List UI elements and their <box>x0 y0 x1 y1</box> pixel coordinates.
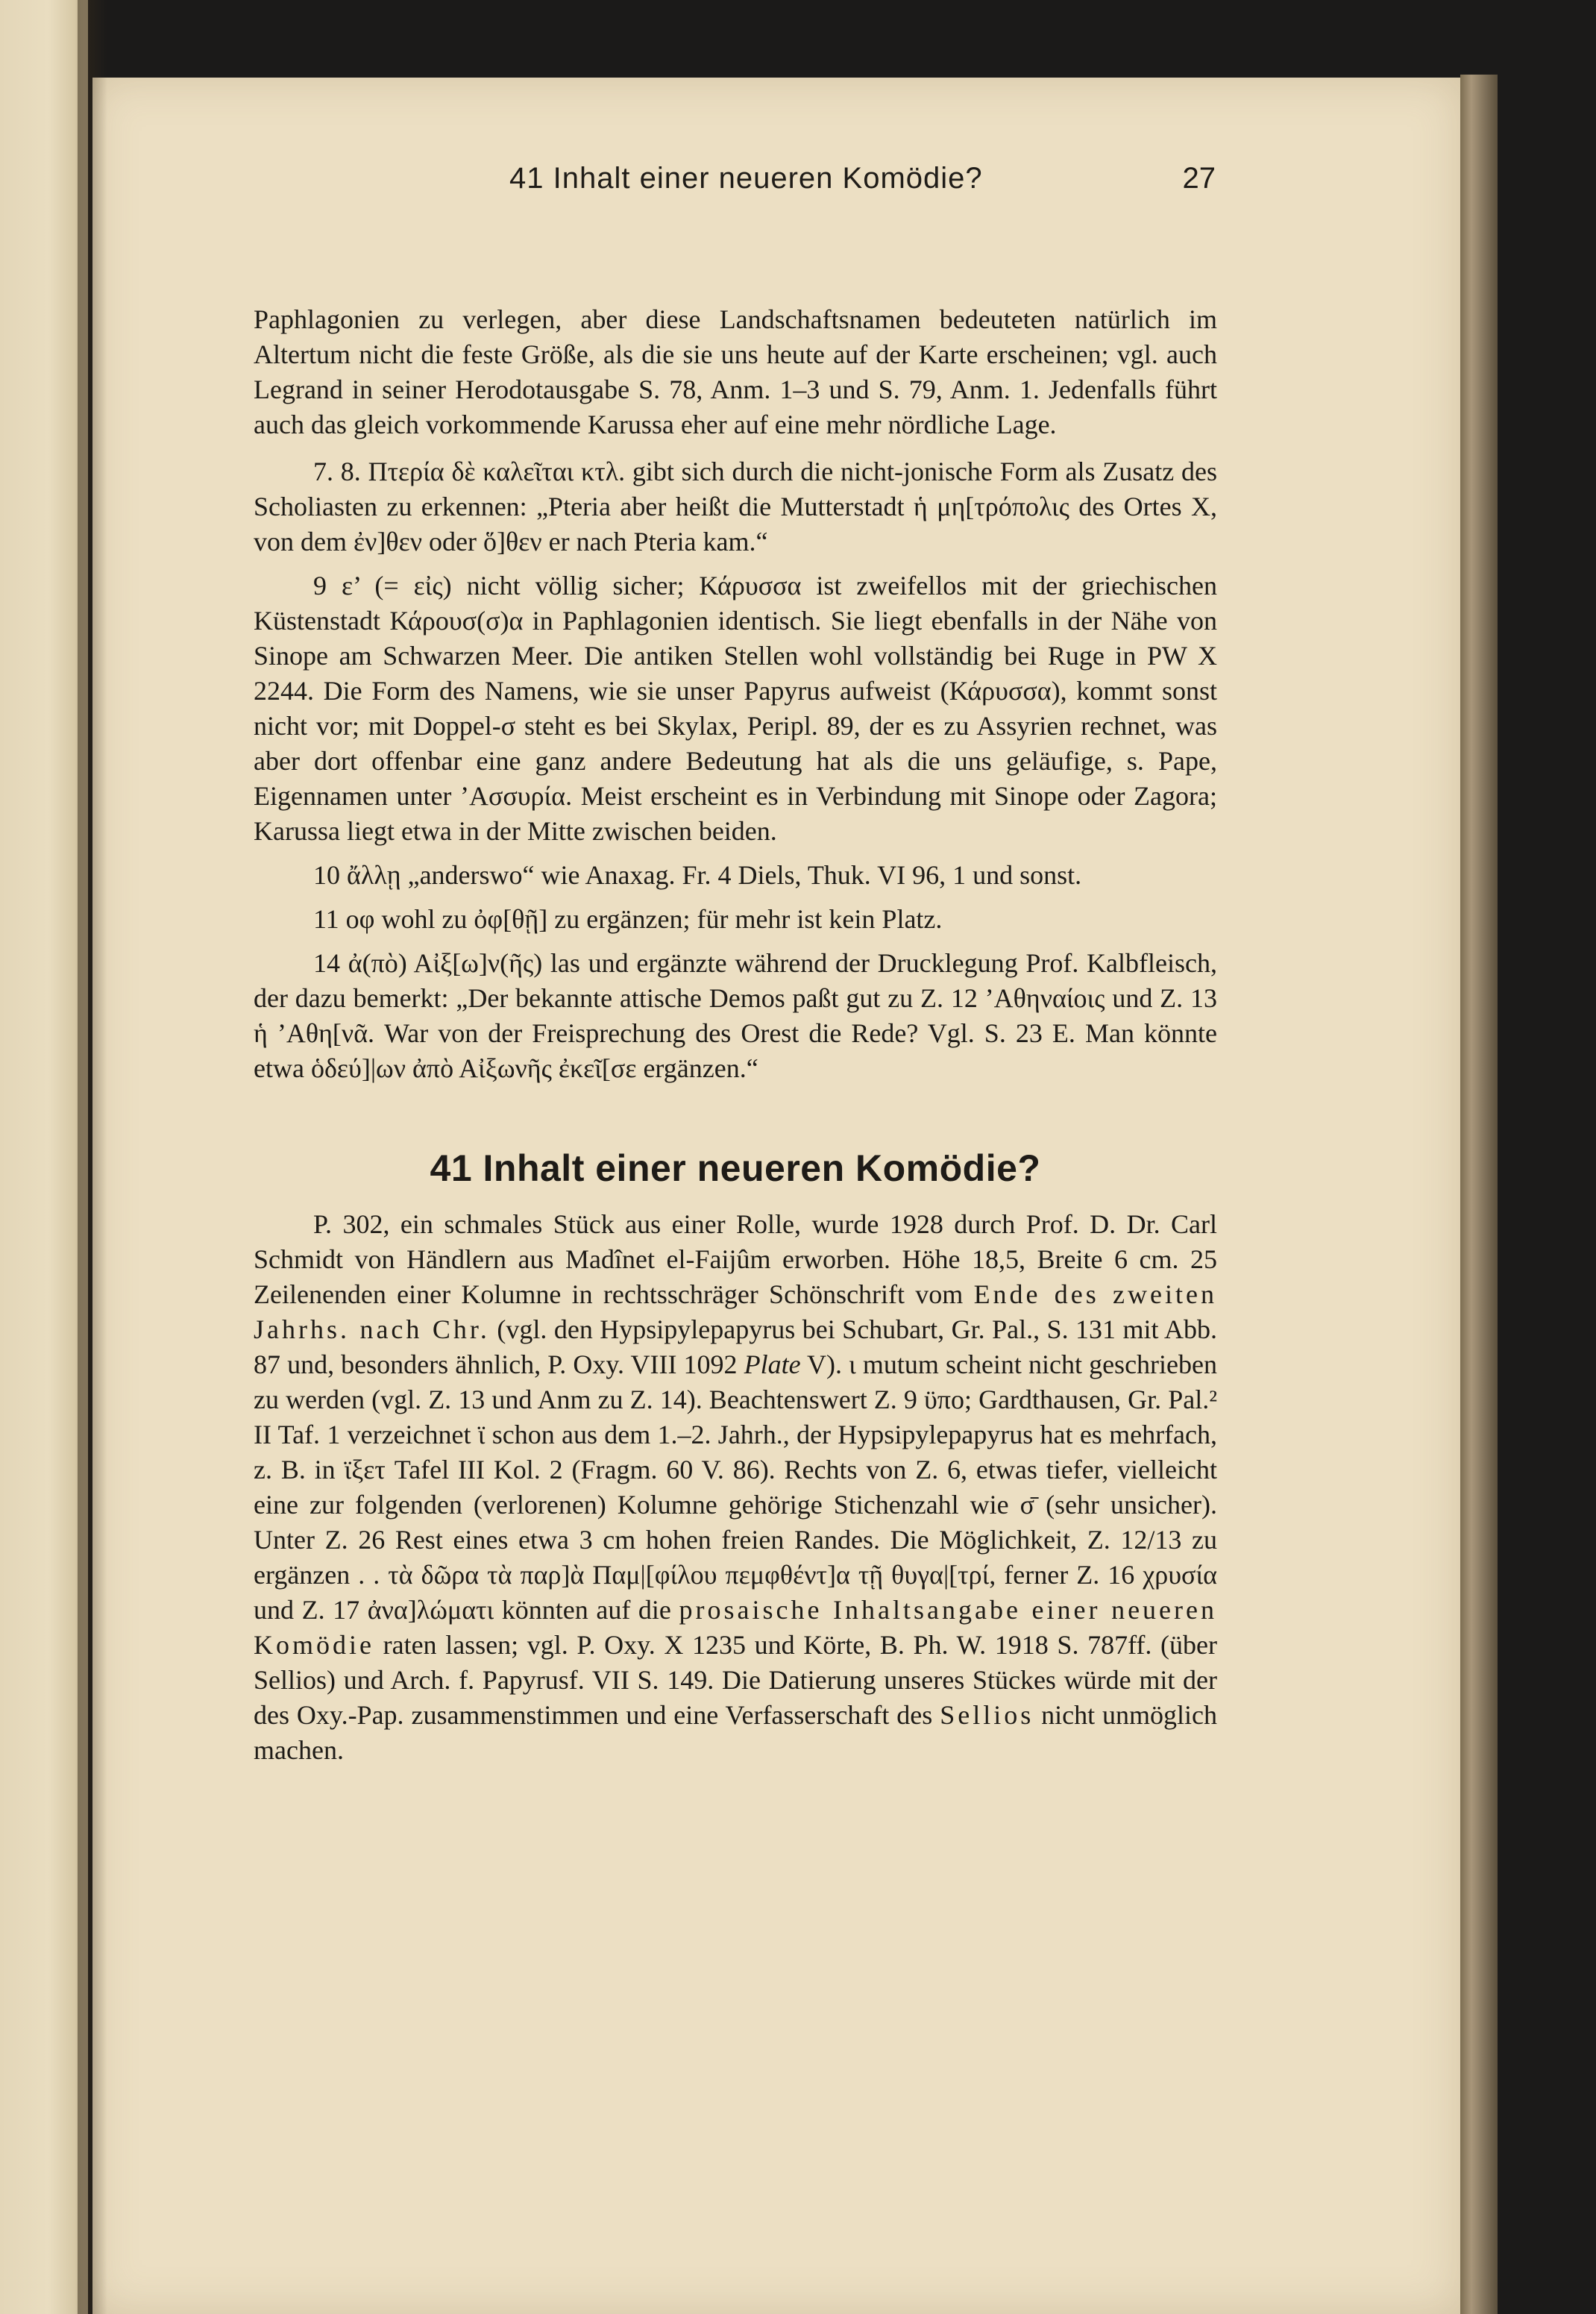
page-text <box>254 302 1217 1768</box>
section-text-run: Plate <box>744 1349 801 1379</box>
note-11: 11 οφ wohl zu ὀφ[θῇ] zu ergänzen; für mehr ist kein Platz. <box>313 904 943 934</box>
page-edge-strip <box>1460 75 1498 2314</box>
section-text-run: nicht unmöglich machen. <box>254 1700 1218 1765</box>
note-9: 9 ε’ (= εἰς) nicht völlig sicher; Κάρυσσα ist zweifellos mit der griechischen Küstenstadt Κάρουσ(σ)α in Paphlagonien identisch. Sie liegt ebenfalls in der Nähe von Sinope am Schwarzen Meer. Die antiken Stellen wohl vollständig bei Ruge in PW X 2244. Die Form des Namens, wie sie unser Papyrus aufweist (Κάρυσσα), kommt sonst nicht vor; mit Doppel-σ steht es bei Skylax, Peripl. 89, der es zu Assyrien rechnet, was aber dort offenbar eine ganz andere Bedeutung hat als die uns geläufige, s. Pape, Eigennamen unter ’Ασσυρία. Meist erscheint es in Verbindung mit Sinope oder Zagora; Karussa liegt etwa in der Mitte zwischen beiden. <box>254 571 1217 846</box>
page-number: 27 <box>1182 162 1216 195</box>
section-title: 41 Inhalt einer neueren Komödie? <box>430 1147 1041 1189</box>
note-10: 10 ἄλλῃ „anderswo“ wie Anaxag. Fr. 4 Diels, Thuk. VI 96, 1 und sonst. <box>313 860 1082 890</box>
previous-page-edge <box>0 0 88 2314</box>
spine-shadow <box>78 0 107 2314</box>
section-text-run: raten lassen; vgl. P. Oxy. X 1235 und Körte, B. Ph. W. 1918 S. 787ff. (über Sellios) und Arch. f. Papyrusf. VII S. 149. Die Datierung unseres Stückes würde mit der des Oxy.-Pap. zusammenstimmen und eine Verfasserschaft des <box>254 1630 1217 1730</box>
note-7-8: 7. 8. Πτερία δὲ καλεῖται κτλ. gibt sich durch die nicht-jonische Form als Zusatz des Scholiasten zu erkennen: „Pteria aber heißt die Mutterstadt ἡ μη[τρόπολις des Ortes X, von dem ἐν]θεν oder ὅ]θεν er nach Pteria kam.“ <box>254 457 1217 556</box>
section-paragraph <box>254 1207 1217 1768</box>
section-text-run: P. 302, ein schmales Stück aus einer Rolle, wurde 1928 durch Prof. D. Dr. Carl Schmidt von Händlern aus Madînet el-Faijûm erworben. Höhe 18,5, Breite 6 cm. 25 Zeilenenden einer Kolumne in rechtsschräger Schönschrift vom <box>254 1209 1217 1309</box>
section-body <box>254 1207 1217 1768</box>
commentary-notes <box>254 454 1217 1086</box>
running-head: 41 Inhalt einer neueren Komödie? <box>509 162 983 195</box>
section-text-run: prosaische Inhaltsangabe einer neueren Komödie <box>254 1595 1217 1660</box>
section-text-run: Sellios <box>940 1700 1034 1730</box>
section-text-run: V). ι mutum scheint nicht geschrieben zu werden (vgl. Z. 13 und Anm zu Z. 14). Beachtenswert Z. 9 ϋπο; Gardthausen, Gr. Pal.² II Taf. 1 verzeichnet ϊ schon aus dem 1.–2. Jahrh., der Hypsipylepapyrus hat es mehrfach, z. B. in ϊξετ Tafel III Kol. 2 (Fragm. 60 V. 86). Rechts von Z. 6, etwas tiefer, vielleicht eine zur folgenden (verlorenen) Kolumne gehörige Stichenzahl wie σ̄ (sehr unsicher). Unter Z. 26 Rest eines etwa 3 cm hohen freien Randes. Die Möglichkeit, Z. 12/13 zu ergänzen . . τὰ δῶρα τὰ παρ]ὰ Παμ|[φίλου πεμφθέντ]α τῇ θυγα|[τρί, ferner Z. 16 χρυσία und Z. 17 ἀνα]λώματι könnten auf die <box>254 1349 1217 1625</box>
note-14: 14 ἀ(πὸ) Αἰξ[ω]ν(ῆς) las und ergänzte während der Drucklegung Prof. Kalbfleisch, der dazu bemerkt: „Der bekannte attische Demos paßt gut zu Z. 12 ’Αθηναίοις und Z. 13 ἡ ’Αθη[νᾶ. War von der Freisprechung des Orest die Rede? Vgl. S. 23 E. Man könnte etwa ὁδεύ]|ων ἀπὸ Αἰξωνῆς ἐκεῖ[σε ergänzen.“ <box>254 948 1217 1083</box>
page-header <box>254 162 1216 207</box>
intro-paragraph: Paphlagonien zu verlegen, aber diese Landschaftsnamen bedeuteten natürlich im Altertum nicht die feste Größe, als die sie uns heute auf der Karte erscheinen; vgl. auch Legrand in seiner Herodotausgabe S. 78, Anm. 1–3 und S. 79, Anm. 1. Jedenfalls führt auch das gleich vorkommende Karussa eher auf eine mehr nördliche Lage. <box>254 304 1217 439</box>
section-text-run: (vgl. den Hypsipylepapyrus bei Schubart, Gr. Pal., S. 131 mit Abb. 87 und, besonders ähnlich, P. Oxy. VIII 1092 <box>254 1314 1217 1379</box>
section-text-run: Ende des zweiten Jahrhs. nach Chr. <box>254 1279 1217 1344</box>
